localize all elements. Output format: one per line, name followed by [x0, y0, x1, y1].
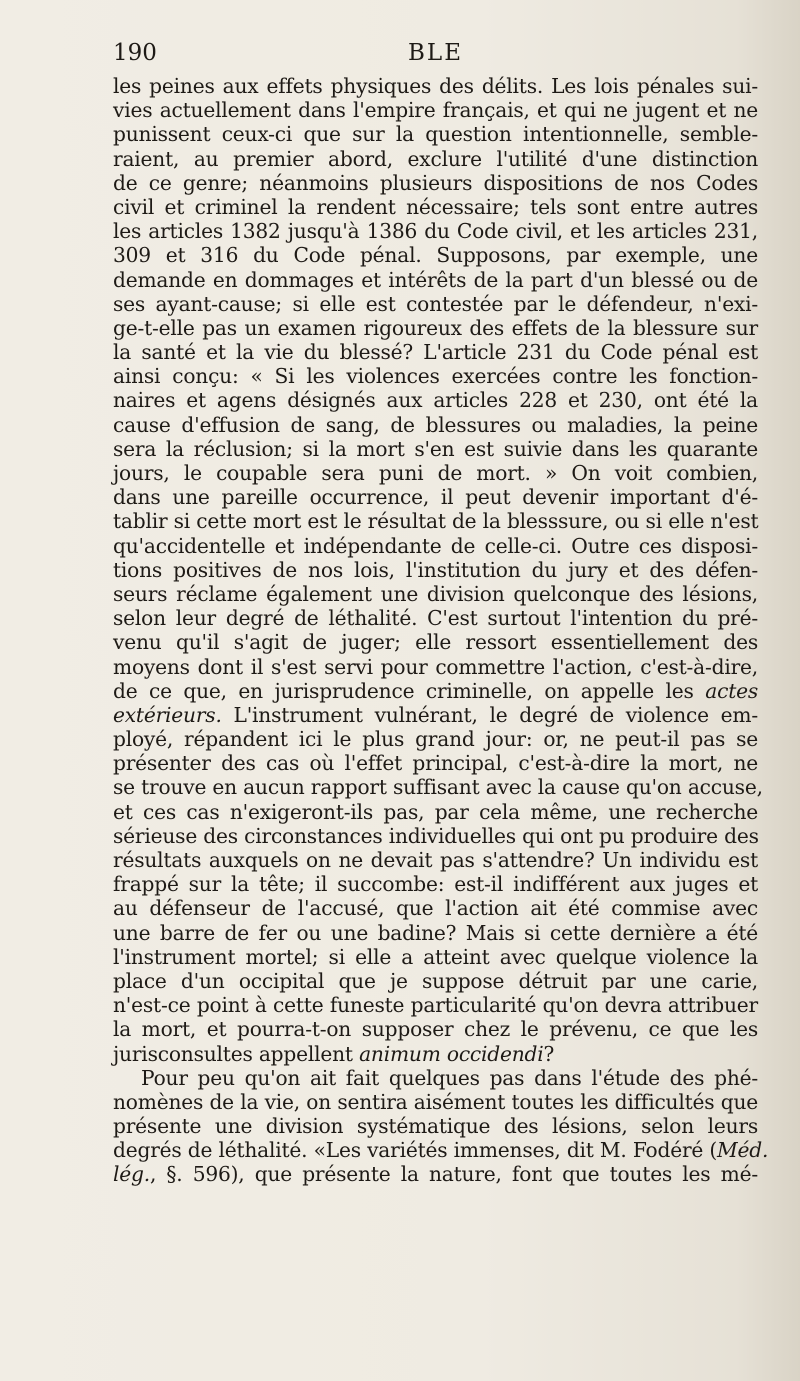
text-line: une barre de fer ou une badine? Mais si cette dernière a été: [113, 920, 758, 945]
text-line: [113, 1162, 758, 1186]
text-line: présenter des cas où l'effet principal, c'est-à-dire la mort, ne: [113, 751, 758, 776]
text-line: au défenseur de l'accusé, que l'action ait été commise avec: [113, 896, 758, 921]
text-line: ses ayant-cause; si elle est contestée par le défendeur, n'exi-: [113, 291, 758, 316]
text-line: de ce genre; néanmoins plusieurs dispositions de nos Codes: [113, 170, 758, 195]
text-line: punissent ceux-ci que sur la question intentionnelle, semble-: [113, 122, 758, 147]
text-line: sérieuse des circonstances individuelles qui ont pu produire des: [113, 823, 759, 848]
text-segment: jurisconsultes appellent: [113, 1041, 360, 1066]
text-line: raient, au premier abord, exclure l'utilité d'une distinction: [113, 146, 758, 171]
text-line: frappé sur la tête; il succombe: est-il indifférent aux juges et: [113, 872, 758, 897]
italic-term: Méd.: [717, 1138, 769, 1163]
text-line: 309 et 316 du Code pénal. Supposons, par exemple, une: [113, 243, 758, 268]
text-line: demande en dommages et intérêts de la part d'un blessé ou de: [113, 267, 758, 292]
text-segment: de ce que, en jurisprudence criminelle, on appelle les: [113, 678, 694, 703]
text-segment: , §. 596), que présente la nature, font que toutes les mé-: [149, 1162, 758, 1187]
text-line: place d'un occipital que je suppose détruit par une carie,: [113, 968, 758, 993]
text-line: seurs réclame également une division quelconque des lésions,: [113, 581, 758, 606]
paragraph-1: [113, 74, 763, 1066]
text-line: la santé et la vie du blessé? L'article 231 du Code pénal est: [113, 340, 758, 365]
running-head: BLE: [408, 40, 463, 66]
text-line: les articles 1382 jusqu'à 1386 du Code civil, et les articles 231,: [113, 219, 758, 244]
text-segment: degrés de léthalité. «Les variétés immenses, dit M. Fodéré (: [113, 1138, 718, 1163]
page-number: 190: [113, 40, 157, 66]
text-line: venu qu'il s'agit de juger; elle ressort essentiellement des: [113, 630, 758, 655]
paragraph-2: [113, 1065, 769, 1187]
text-segment: ?: [543, 1041, 555, 1066]
body-text: [113, 74, 769, 1187]
text-line: sera la réclusion; si la mort s'en est suivie dans les quarante: [113, 436, 758, 461]
text-line: Pour peu qu'on ait fait quelques pas dans l'étude des phé-: [141, 1065, 758, 1090]
text-line: ainsi conçu: « Si les violences exercées contre les fonction-: [113, 364, 758, 389]
text-line: n'est-ce point à cette funeste particularité qu'on devra attribuer: [113, 993, 758, 1018]
text-line: [113, 1042, 758, 1066]
text-line: jours, le coupable sera puni de mort. » On voit combien,: [113, 461, 758, 485]
text-line: nomènes de la vie, on sentira aisément toutes les difficultés que: [113, 1089, 758, 1114]
text-line: présente une division systématique des lésions, selon leurs: [113, 1114, 758, 1139]
text-line: dans une pareille occurrence, il peut devenir important d'é-: [113, 485, 758, 510]
text-segment: L'instrument vulnérant, le degré de violence em-: [221, 702, 758, 727]
italic-term: lég.: [113, 1162, 150, 1187]
text-line: les peines aux effets physiques des délits. Les lois pénales sui-: [113, 74, 758, 98]
text-line: l'instrument mortel; si elle a atteint avec quelque violence la: [113, 944, 758, 969]
text-line: la mort, et pourra-t-on supposer chez le prévenu, ce que les: [113, 1017, 758, 1042]
text-line: selon leur degré de léthalité. C'est surtout l'intention du pré-: [113, 606, 758, 631]
text-line: moyens dont il s'est servi pour commettre l'action, c'est-à-dire,: [113, 654, 758, 679]
text-line: naires et agens désignés aux articles 228 et 230, ont été la: [113, 388, 758, 413]
text-line: tions positives de nos lois, l'institution du jury et des défen-: [113, 557, 758, 582]
text-line: [113, 679, 758, 703]
text-line: [113, 703, 758, 727]
text-line: tablir si cette mort est le résultat de la blesssure, ou si elle n'est: [113, 509, 759, 534]
text-line: se trouve en aucun rapport suffisant avec la cause qu'on accuse,: [113, 775, 763, 800]
text-line: vies actuellement dans l'empire français, et qui ne jugent et ne: [113, 98, 758, 123]
text-line: et ces cas n'exigeront-ils pas, par cela même, une recherche: [113, 799, 758, 824]
text-line: cause d'effusion de sang, de blessures ou maladies, la peine: [113, 412, 758, 437]
text-line: ge-t-elle pas un examen rigoureux des effets de la blessure sur: [113, 315, 758, 340]
text-line: ployé, répandent ici le plus grand jour: or, ne peut-il pas se: [113, 727, 758, 752]
italic-term: extérieurs.: [113, 702, 222, 727]
text-line: civil et criminel la rendent nécessaire; tels sont entre autres: [113, 194, 758, 219]
text-line: résultats auxquels on ne devait pas s'attendre? Un individu est: [113, 848, 758, 872]
italic-term: actes: [705, 678, 759, 703]
italic-term: animum occidendi: [359, 1041, 544, 1066]
text-line: qu'accidentelle et indépendante de celle-ci. Outre ces disposi-: [113, 533, 758, 558]
text-line: [113, 1138, 769, 1163]
